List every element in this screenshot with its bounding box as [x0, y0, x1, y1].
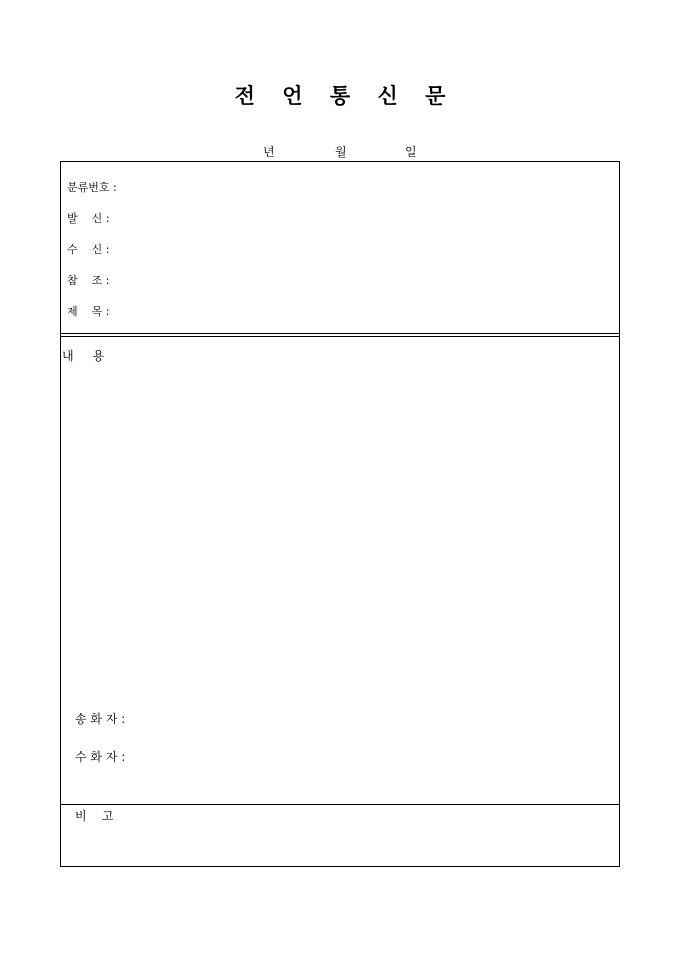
- date-month-label: 월: [335, 145, 347, 159]
- title-char: 문: [425, 83, 446, 108]
- remarks-label: 비 고: [75, 809, 114, 823]
- sender-signature-field: 송 화 자 :: [75, 712, 126, 726]
- document-title: [0, 80, 680, 110]
- date-year-label: 년: [263, 145, 275, 159]
- title-char: 신: [377, 83, 398, 108]
- form-box: [60, 161, 620, 867]
- remarks-divider: [61, 804, 619, 805]
- sender-field: 발 신 :: [67, 212, 110, 225]
- content-label: 내 용: [62, 349, 105, 363]
- subject-field: 제 목 :: [67, 305, 110, 318]
- title-char: 통: [329, 83, 351, 108]
- title-char: 언: [282, 83, 303, 108]
- header-divider: [61, 333, 619, 337]
- receiver-signature-field: 수 화 자 :: [75, 750, 126, 764]
- reference-field: 참 조 :: [67, 274, 110, 287]
- classification-number-field: 분류번호 :: [67, 181, 117, 194]
- date-day-label: 일: [405, 145, 417, 159]
- recipient-field: 수 신 :: [67, 243, 110, 256]
- title-char: 전: [234, 83, 255, 108]
